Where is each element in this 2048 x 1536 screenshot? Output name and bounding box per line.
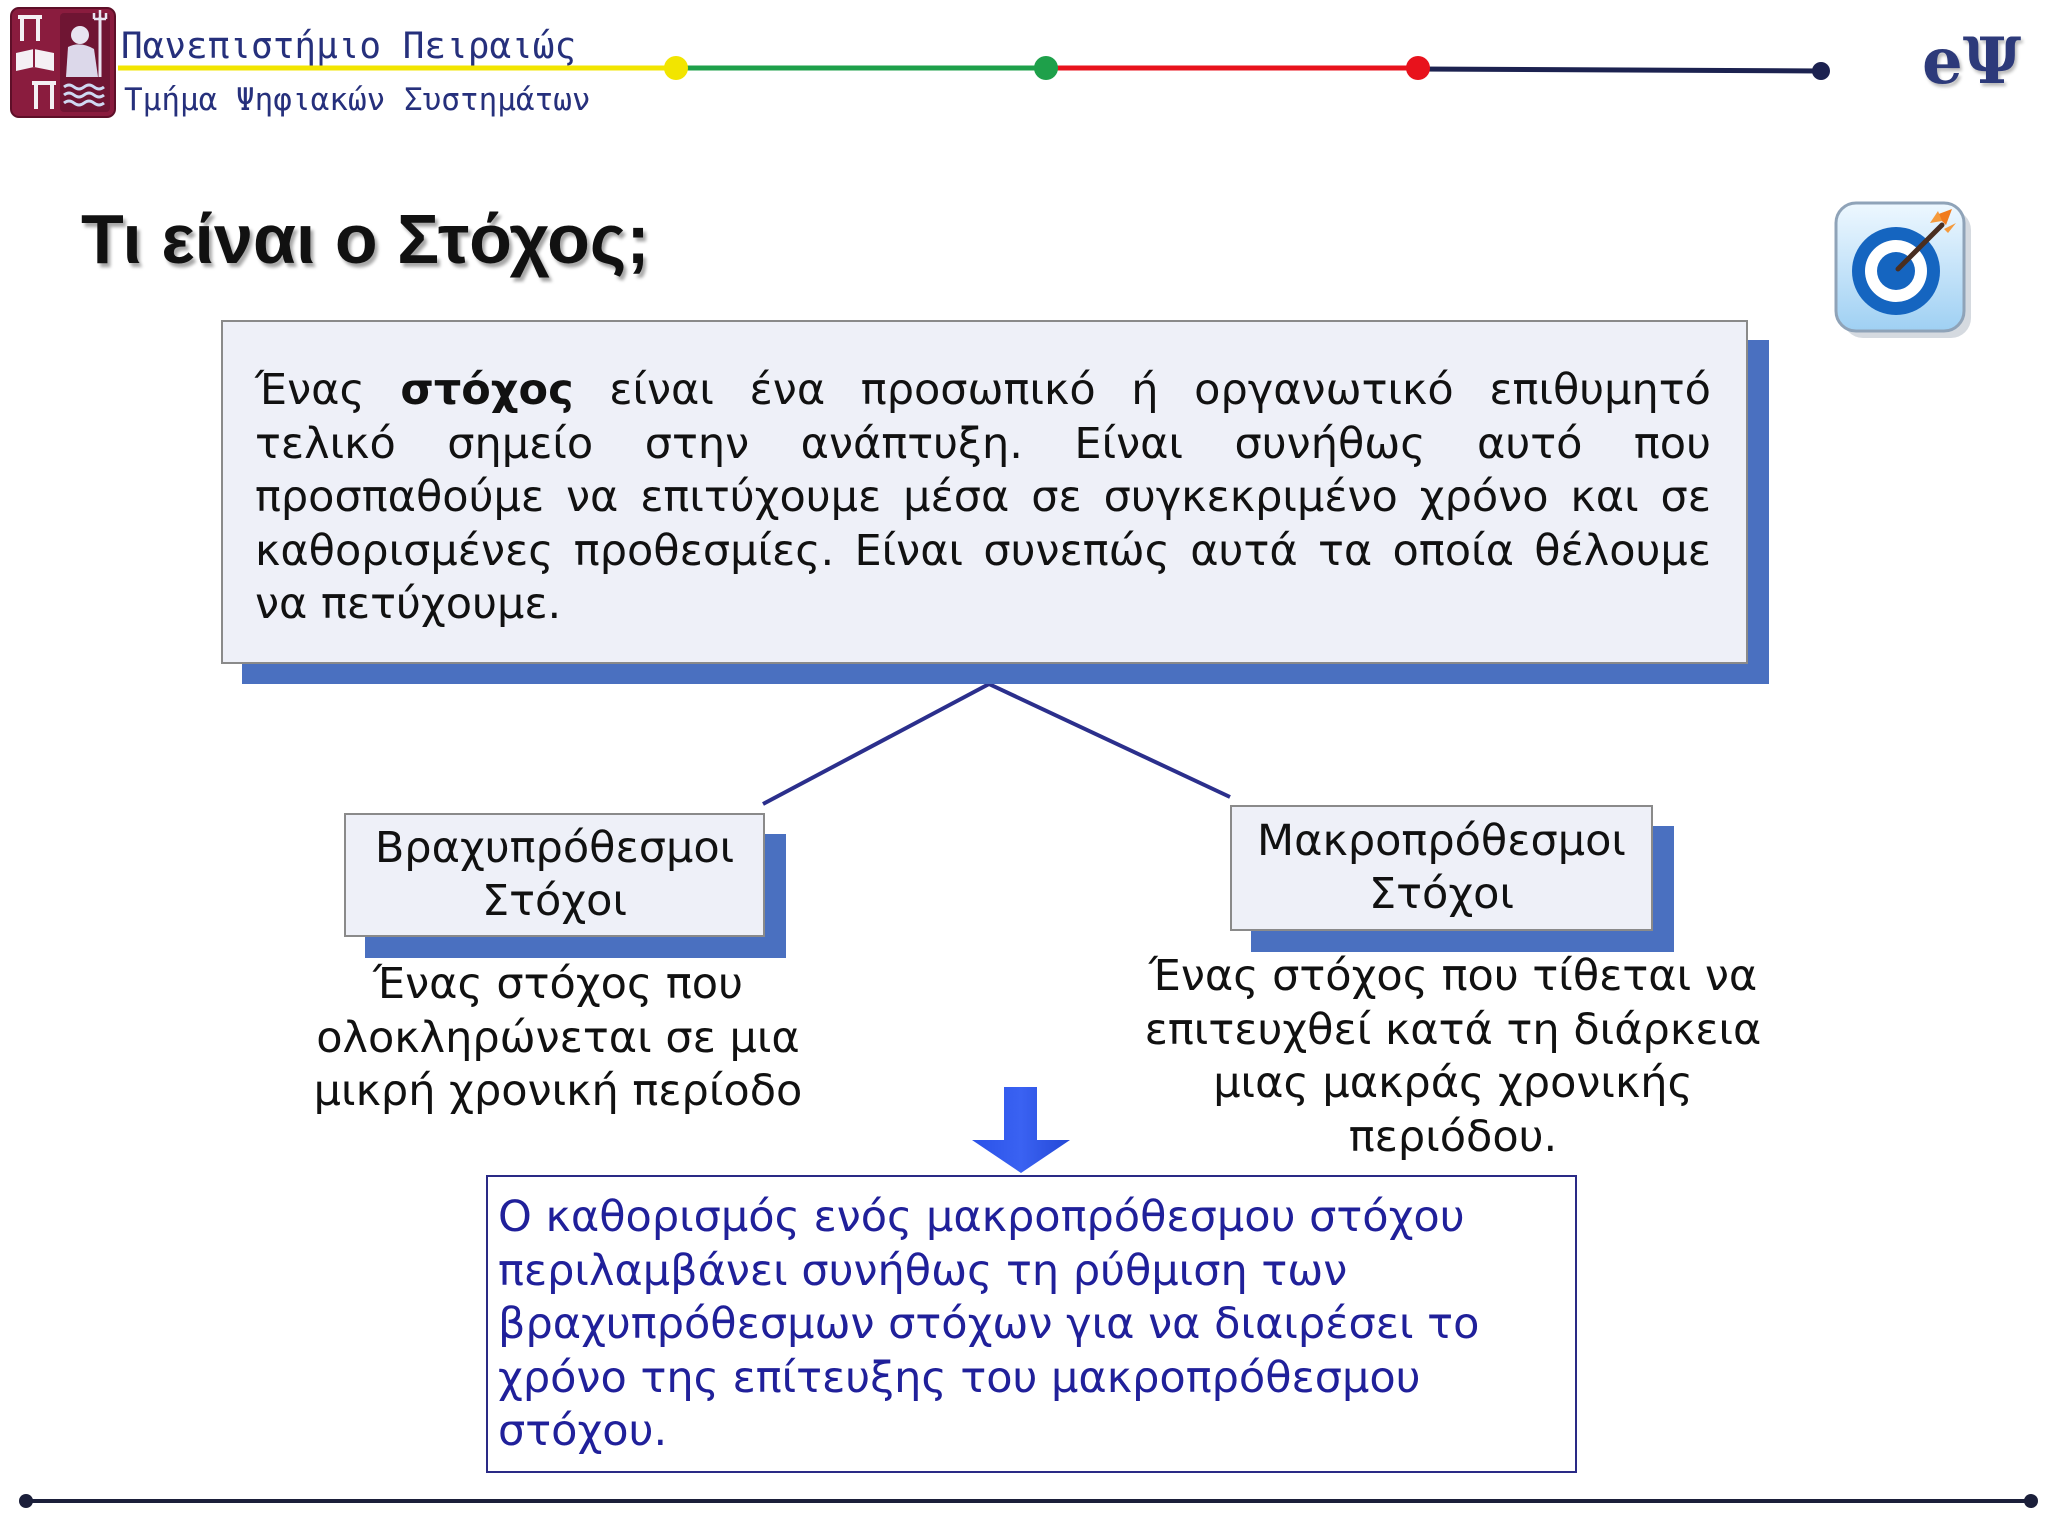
department-name: Τμήμα Ψηφιακών Συστημάτων bbox=[124, 82, 591, 118]
long-term-description-line: επιτευχθεί κατά τη διάρκεια bbox=[1144, 1004, 1762, 1055]
short-term-description-line: Ένας στόχος που bbox=[373, 959, 743, 1009]
long-term-label: Μακροπρόθεσμοι bbox=[1257, 815, 1626, 866]
short-term-description-line: ολοκληρώνεται σε μια bbox=[316, 1012, 800, 1063]
timeline-segment-navy bbox=[1418, 69, 1821, 71]
definition-start: Ένας bbox=[255, 365, 365, 415]
conclusion-line: περιλαμβάνει συνήθως τη ρύθμιση των bbox=[498, 1245, 1348, 1296]
connector-to-long-term bbox=[989, 684, 1230, 797]
connector-to-short-term bbox=[763, 684, 989, 804]
short-term-goals-box bbox=[344, 813, 765, 937]
definition-line bbox=[255, 364, 1711, 418]
footer-divider bbox=[0, 1490, 2048, 1514]
definition-line1-rest: είναι ένα προσωπικό ή οργανωτικό επιθυμητό bbox=[609, 365, 1711, 415]
conclusion-line: Ο καθορισμός ενός μακροπρόθεσμου στόχου bbox=[498, 1192, 1465, 1242]
long-term-description bbox=[1123, 950, 1783, 1164]
conclusion-line: βραχυπρόθεσμων στόχων για να διαιρέσει το bbox=[498, 1299, 1480, 1350]
definition-line: να πετύχουμε. bbox=[255, 579, 562, 629]
short-term-description-line: μικρή χρονική περίοδο bbox=[313, 1066, 803, 1116]
long-term-goals-box bbox=[1230, 805, 1653, 931]
short-term-label: Βραχυπρόθεσμοι bbox=[374, 822, 735, 873]
short-term-label: Στόχοι bbox=[481, 876, 628, 926]
long-term-description-line: περιόδου. bbox=[1348, 1111, 1558, 1162]
header bbox=[0, 0, 2048, 130]
short-term-description bbox=[278, 958, 838, 1119]
definition-box bbox=[221, 320, 1748, 664]
university-name: Πανεπιστήμιο Πειραιώς bbox=[121, 26, 577, 67]
department-logo: eΨ bbox=[1922, 24, 2022, 99]
long-term-description-line: Ένας στόχος που τίθεται να bbox=[1148, 951, 1758, 1001]
definition-line: προσπαθούμε να επιτύχουμε μέσα σε συγκεκριμένο χρόνο και σε bbox=[255, 472, 1711, 522]
timeline-dot-navy bbox=[1812, 62, 1830, 80]
definition-line: καθορισμένες προθεσμίες. Είναι συνεπώς αυτά τα οποία θέλουμε bbox=[255, 525, 1711, 576]
long-term-label: Στόχοι bbox=[1368, 869, 1515, 919]
conclusion-line: στόχου. bbox=[498, 1406, 668, 1457]
long-term-description-line: μιας μακράς χρονικής bbox=[1213, 1058, 1693, 1108]
slide-title: Τι είναι ο Στόχος; bbox=[81, 200, 650, 278]
definition-line: τελικό σημείο στην ανάπτυξη. Είναι συνήθως αυτό που bbox=[255, 418, 1711, 469]
target-icon bbox=[1834, 201, 1974, 341]
down-arrow-icon bbox=[972, 1087, 1070, 1175]
conclusion-line: χρόνο της επίτευξης του μακροπρόθεσμου bbox=[498, 1352, 1421, 1403]
timeline-dot-yellow bbox=[664, 56, 688, 80]
timeline-dot-red bbox=[1406, 56, 1430, 80]
conclusion-box bbox=[486, 1175, 1577, 1473]
definition-term: στόχος bbox=[400, 365, 574, 415]
timeline-dot-green bbox=[1034, 56, 1058, 80]
